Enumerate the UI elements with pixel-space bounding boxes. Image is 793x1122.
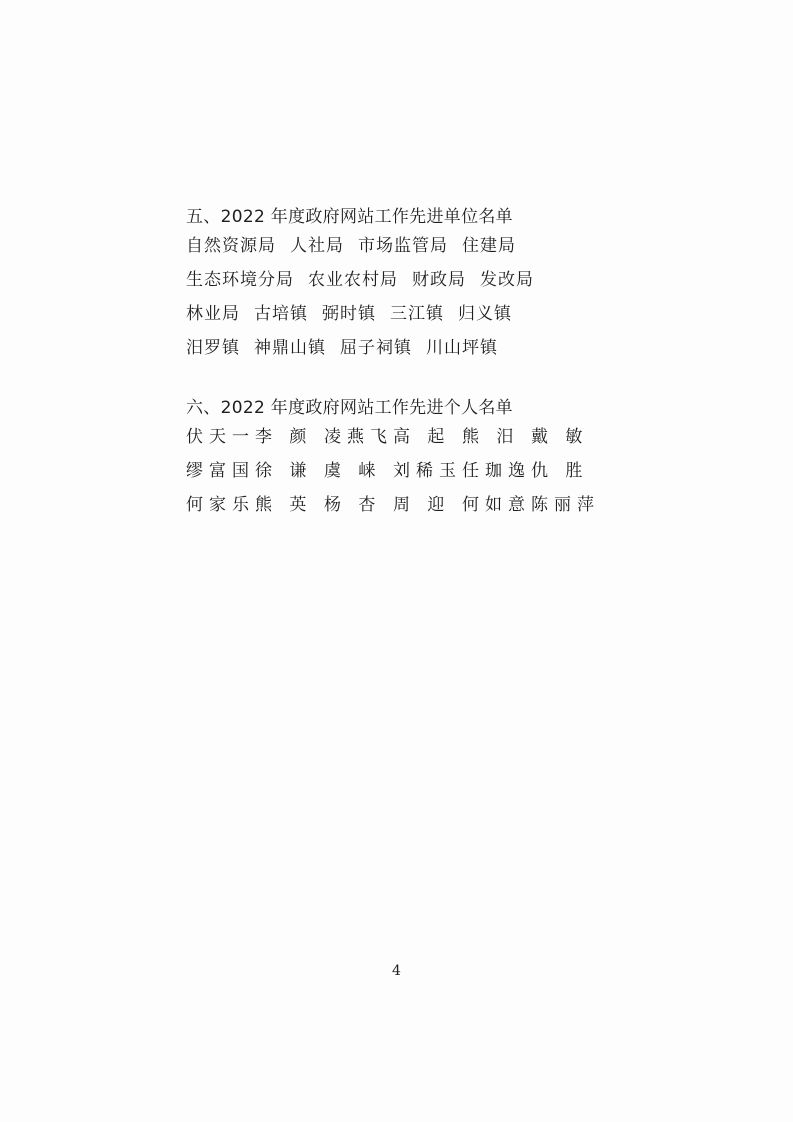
person-name: 杨 杏 xyxy=(324,495,382,515)
unit-name: 归义镇 xyxy=(458,304,512,324)
person-name: 虞 崃 xyxy=(324,461,382,481)
person-name: 伏天一 xyxy=(186,427,255,447)
person-name: 何如意 xyxy=(462,495,531,515)
person-name: 周 迎 xyxy=(393,495,451,515)
person-name: 凌燕飞 xyxy=(324,427,393,447)
unit-name: 三江镇 xyxy=(390,304,444,324)
unit-row xyxy=(186,263,626,297)
person-name: 缪富国 xyxy=(186,461,255,481)
unit-name: 屈子祠镇 xyxy=(340,338,412,358)
person-name: 高 起 xyxy=(393,427,451,447)
unit-name: 人社局 xyxy=(290,236,344,256)
unit-name: 川山坪镇 xyxy=(426,338,498,358)
section-heading: 六、2022 年度政府网站工作先进个人名单 xyxy=(186,398,513,418)
unit-name: 农业农村局 xyxy=(308,270,398,290)
page-number: 4 xyxy=(392,963,401,979)
unit-row xyxy=(186,331,626,365)
person-row xyxy=(186,488,626,522)
unit-name: 林业局 xyxy=(186,304,240,324)
unit-name: 住建局 xyxy=(462,236,516,256)
person-row xyxy=(186,454,626,488)
unit-name: 市场监管局 xyxy=(358,236,448,256)
person-name: 徐 谦 xyxy=(255,461,313,481)
person-name: 仇 胜 xyxy=(531,461,589,481)
person-name: 任珈逸 xyxy=(462,461,531,481)
advanced-units-section xyxy=(186,205,626,365)
unit-name: 古培镇 xyxy=(254,304,308,324)
person-name: 何家乐 xyxy=(186,495,255,515)
person-name: 熊 汨 xyxy=(462,427,520,447)
person-name: 熊 英 xyxy=(255,495,313,515)
unit-row xyxy=(186,297,626,331)
section-heading: 五、2022 年度政府网站工作先进单位名单 xyxy=(186,207,513,227)
person-name: 李 颜 xyxy=(255,427,313,447)
unit-name: 发改局 xyxy=(480,270,534,290)
unit-name: 弼时镇 xyxy=(322,304,376,324)
unit-name: 生态环境分局 xyxy=(186,270,294,290)
unit-name: 神鼎山镇 xyxy=(254,338,326,358)
unit-name: 汨罗镇 xyxy=(186,338,240,358)
person-name: 戴 敏 xyxy=(531,427,589,447)
unit-row xyxy=(186,229,626,263)
person-name: 陈丽萍 xyxy=(531,495,600,515)
person-name: 刘稀玉 xyxy=(393,461,462,481)
person-row xyxy=(186,420,626,454)
unit-name: 自然资源局 xyxy=(186,236,276,256)
advanced-individuals-section xyxy=(186,396,626,522)
unit-name: 财政局 xyxy=(412,270,466,290)
